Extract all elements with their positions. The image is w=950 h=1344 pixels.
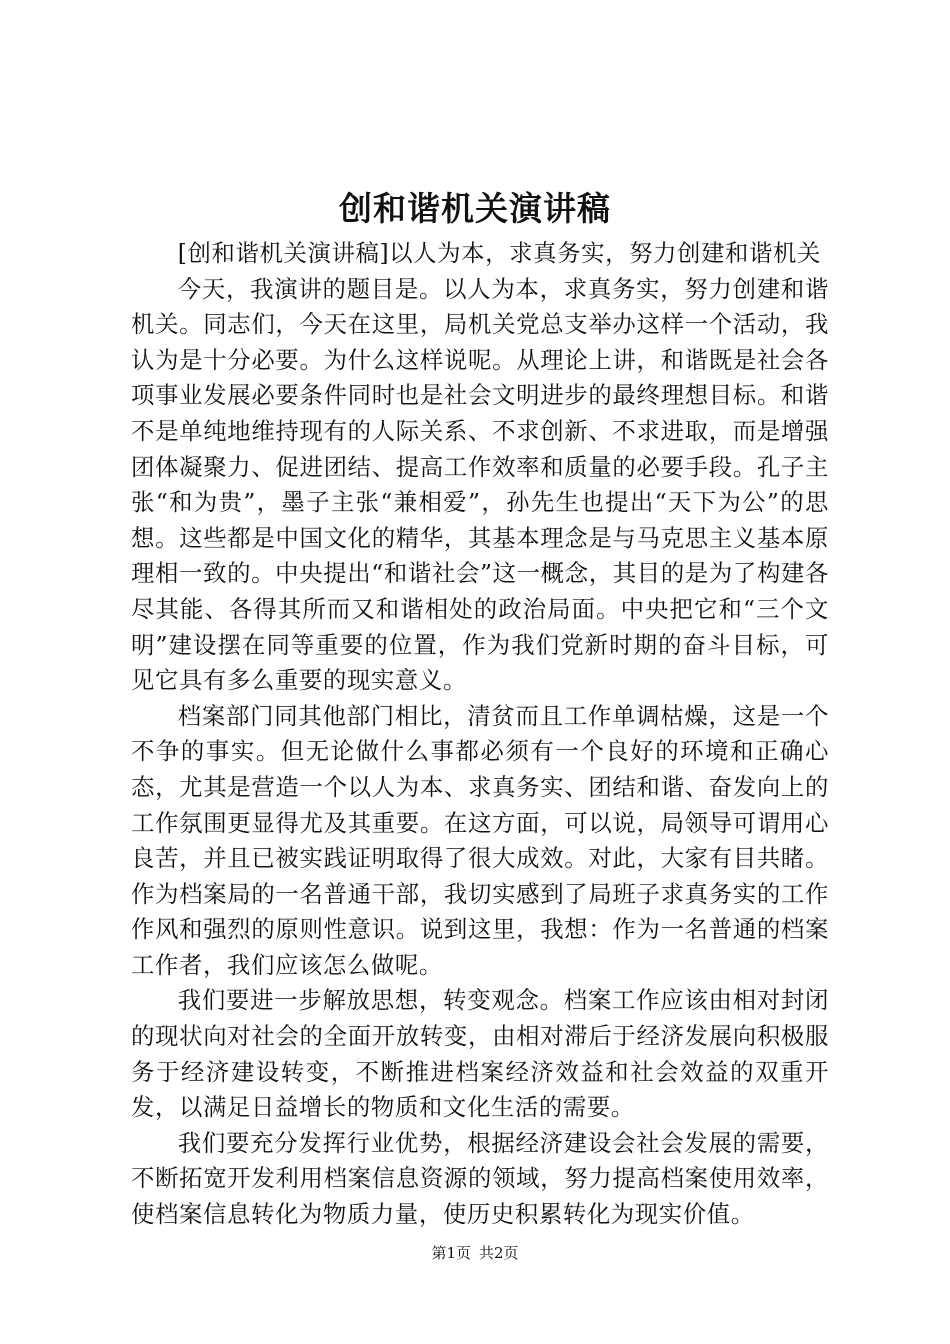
document-body [131,236,829,1233]
page-footer [0,1241,950,1265]
paragraph-subtitle: [创和谐机关演讲稿]以人为本，求真务实，努力创建和谐机关 [177,239,822,267]
paragraph: 我们要进一步解放思想，转变观念。档案工作应该由相对封闭的现状向对社会的全面开放转变，由相对滞后于经济发展向积极服务于经济建设转变，不断推进档案经济效益和社会效益的双重开发，以满足日益增长的物质和文化生活的需要。 [131,986,829,1122]
document-title: 创和谐机关演讲稿 [339,189,611,228]
paragraph: 今天，我演讲的题目是。以人为本，求真务实，努力创建和谐机关。同志们，今天在这里，局机关党总支举办这样一个活动，我认为是十分必要。为什么这样说呢。从理论上讲，和谐既是社会各项事业发展必要条件同时也是社会文明进步的最终理想目标。和谐不是单纯地维持现有的人际关系、不求创新、不求进取，而是增强团体凝聚力、促进团结、提高工作效率和质量的必要手段。孔子主张“和为贵”，墨子主张“兼相爱”，孙先生也提出“天下为公”的思想。这些都是中国文化的精华，其基本理念是与马克思主义基本原理相一致的。中央提出“和谐社会”这一概念，其目的是为了构建各尽其能、各得其所而又和谐相处的政治局面。中央把它和“三个文明”建设摆在同等重要的位置，作为我们党新时期的奋斗目标，可见它具有多么重要的现实意义。 [131,274,829,695]
paragraph: 档案部门同其他部门相比，清贫而且工作单调枯燥，这是一个不争的事实。但无论做什么事都必须有一个良好的环境和正确心态，尤其是营造一个以人为本、求真务实、团结和谐、奋发向上的工作氛围更显得尤及其重要。在这方面，可以说，局领导可谓用心良苦，并且已被实践证明取得了很大成效。对此，大家有目共睹。作为档案局的一名普通干部，我切实感到了局班子求真务实的工作作风和强烈的原则性意识。说到这里，我想：作为一名普通的档案工作者，我们应该怎么做呢。 [131,701,829,979]
paragraph: 我们要充分发挥行业优势，根据经济建设会社会发展的需要，不断拓宽开发利用档案信息资源的领域，努力提高档案使用效率，使档案信息转化为物质力量，使历史积累转化为现实价值。 [131,1128,829,1229]
page-total: 共2页 [479,1244,519,1262]
page-number: 第1页 [431,1244,471,1262]
